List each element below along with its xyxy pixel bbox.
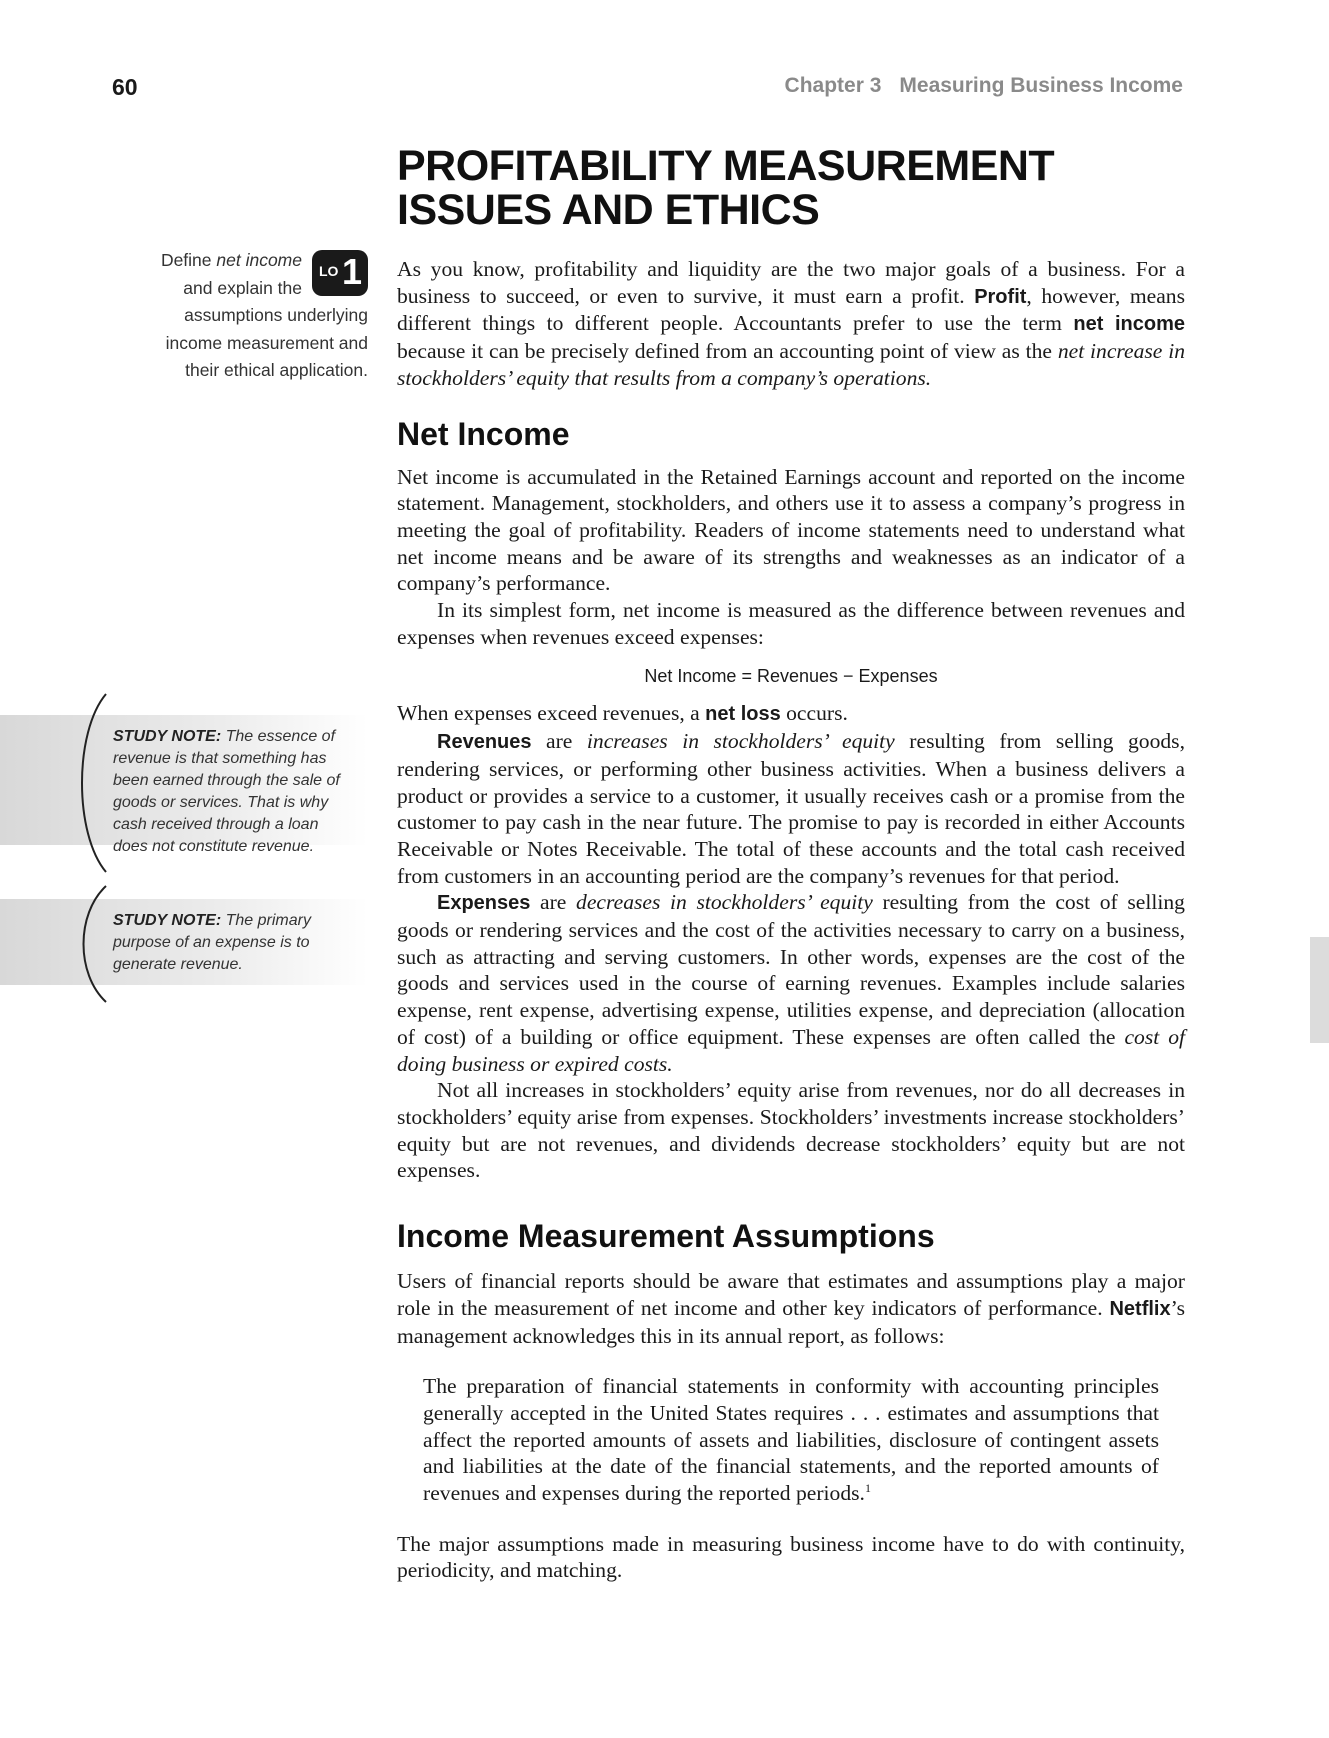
assumptions-paragraph-1: Users of financial reports should be aware that estimates and assumptions play a major role in the measurement of net income and other key indicators of performance. Netflix’s management acknowledges this in its annual report, as follows: — [397, 1269, 1185, 1348]
revenues-paragraph: Revenues are increases in stockholders’ equity resulting from selling goods, rendering services, or performing other business activities. When a business delivers a product or provides a service to a customer, it usually receives cash or a promise from the customer to pay cash in the near future. The promise to pay is recorded in either Accounts Receivable or Notes Receivable. The total of these accounts and the total cash received from customers in an accounting period are the company’s revenues for that period. — [397, 729, 1185, 888]
assumptions-paragraph-2: The major assumptions made in measuring business income have to do with continuity, periodicity, and matching. — [397, 1531, 1185, 1583]
study-note-bracket — [70, 692, 110, 874]
equity-paragraph: Not all increases in stockholders’ equity arise from revenues, nor do all decreases in stockholders’ equity arise from expenses. Stockholders’ investments increase stockholders’ equity but are not revenues, and dividends decrease stockholders’ equity but are not expenses. — [397, 1078, 1185, 1183]
lo-prefix: LO — [319, 263, 339, 279]
running-head — [785, 74, 1183, 98]
study-note-revenue: STUDY NOTE: The essence of revenue is that something has been earned through the sale of goods or services. That is why cash received through a loan does not constitute revenue. — [113, 728, 340, 855]
learning-objective-text: Define net income and explain the assumptions underlying income measurement and their ethical application. — [160, 250, 368, 381]
net-income-formula: Net Income = Revenues − Expenses — [644, 666, 938, 687]
chapter-thumb-tab — [1310, 937, 1329, 1043]
intro-paragraph: As you know, profitability and liquidity are the two major goals of a business. For a business to succeed, or even to survive, it must earn a profit. Profit, however, means different things to different people. Accountants prefer to use the term net income because it can be precisely defined from an accounting point of view as the net increase in stockholders’ equity that results from a company’s operations. — [397, 257, 1186, 390]
study-note-expense: STUDY NOTE: The primary purpose of an expense is to generate revenue. — [113, 912, 311, 973]
net-income-paragraph-2: In its simplest form, net income is measured as the difference between revenues and expenses when revenues exceed expenses: — [397, 598, 1185, 649]
net-loss-paragraph: When expenses exceed revenues, a net loss occurs. — [397, 701, 848, 726]
lo-number: 1 — [342, 251, 363, 292]
section-title: PROFITABILITY MEASUREMENT ISSUES AND ETHICS — [397, 142, 1055, 234]
study-note-bracket — [70, 884, 110, 1004]
expenses-paragraph: Expenses are decreases in stockholders’ equity resulting from the cost of selling goods or rendering services and the cost of the activities necessary to carry on a business, such as attracting and serving customers. In other words, expenses are the cost of the goods and services used in the course of earning revenues. Examples include salaries expense, rent expense, advertising expense, utilities expense, and depreciation (allocation of cost) of a building or office equipment. These expenses are often called the cost of doing business or expired costs. — [397, 890, 1185, 1076]
assumptions-heading: Income Measurement Assumptions — [397, 1218, 935, 1255]
netflix-quote: The preparation of financial statements in conformity with accounting principles generally accepted in the United States requires . . . estimates and assumptions that affect the reported amounts of assets and liabilities, disclosure of contingent assets and liabilities at the date of the financial statements, and the reported amounts of revenues and expenses during the reported periods.$^1$ — [423, 1374, 1159, 1506]
chapter-label: Chapter 3 — [784, 74, 882, 97]
net-income-paragraph-1: Net income is accumulated in the Retained Earnings account and reported on the income statement. Management, stockholders, and others use it to assess a company’s progress in meeting the goal of profitability. Readers of income statements need to understand what net income means and be aware of its strengths and weaknesses as an indicator of a company’s performance. — [397, 464, 1185, 596]
main-column — [397, 144, 1185, 1584]
page-number: 60 — [112, 74, 138, 100]
net-income-heading: Net Income — [397, 415, 570, 452]
footnote-reference: 1 — [864, 1480, 871, 1495]
chapter-title: Measuring Business Income — [899, 74, 1183, 97]
